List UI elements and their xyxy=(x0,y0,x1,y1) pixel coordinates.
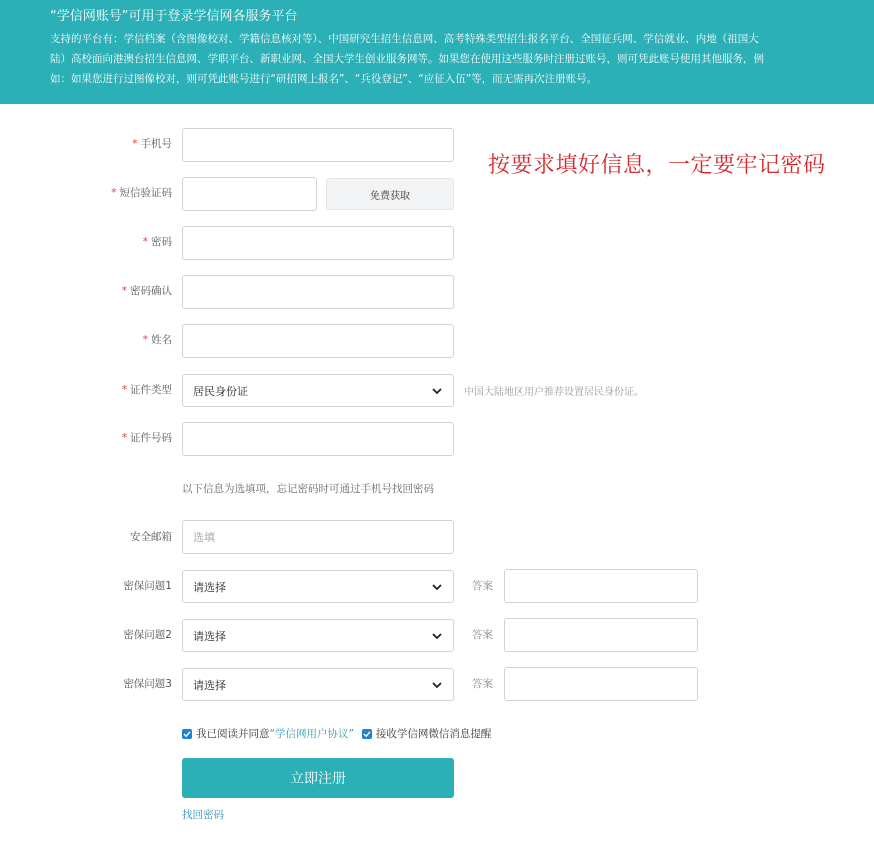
agree-checkbox[interactable] xyxy=(182,729,192,739)
agree-text: 我已阅读并同意 xyxy=(196,728,270,740)
register-button[interactable]: 立即注册 xyxy=(182,758,454,798)
question-2-value: 请选择 xyxy=(193,629,226,643)
security-question-1-label: 密保问题1 xyxy=(123,580,172,592)
id-number-label-text: 证件号码 xyxy=(130,432,172,444)
security-email-input[interactable] xyxy=(182,520,454,554)
answer-3-input[interactable] xyxy=(504,667,698,701)
security-question-3-select[interactable] xyxy=(182,668,454,701)
phone-label xyxy=(0,136,172,152)
password-label xyxy=(0,234,172,250)
password-confirm-label-text: 密码确认 xyxy=(130,285,172,297)
required-mark: * xyxy=(142,334,148,346)
answer-2-label: 答案 xyxy=(472,629,493,641)
wechat-reminder-text: 接收学信网微信消息提醒 xyxy=(375,728,492,740)
required-mark: * xyxy=(121,285,127,297)
security-question-2-label: 密保问题2 xyxy=(123,629,172,641)
email-placeholder: 选填 xyxy=(193,531,215,544)
sms-code-input[interactable] xyxy=(182,177,317,211)
wechat-checkbox[interactable] xyxy=(362,729,372,739)
banner-desc-line: 如：如果您进行过图像校对，则可凭此账号进行“研招网上报名”、“兵役登记”、“应征入伍”等，而无需再次注册账号。 xyxy=(50,73,598,85)
security-question-1-select[interactable] xyxy=(182,570,454,603)
get-sms-code-button[interactable]: 免费获取 xyxy=(326,178,454,210)
password-input[interactable] xyxy=(182,226,454,260)
id-type-hint: 中国大陆地区用户推荐设置居民身份证。 xyxy=(464,387,644,398)
id-type-label-text: 证件类型 xyxy=(130,384,172,396)
optional-info-note: 以下信息为选填项，忘记密码时可通过手机号找回密码 xyxy=(182,483,434,495)
chevron-down-icon xyxy=(431,679,443,691)
banner-title: “学信网账号”可用于登录学信网各服务平台 xyxy=(50,9,298,24)
question-1-value: 请选择 xyxy=(193,580,226,594)
question-3-value: 请选择 xyxy=(193,678,226,692)
security-question-2-select[interactable] xyxy=(182,619,454,652)
sms-code-label-text: 短信验证码 xyxy=(119,187,172,199)
password-confirm-label xyxy=(0,283,172,299)
phone-input[interactable] xyxy=(182,128,454,162)
required-mark: * xyxy=(111,187,117,199)
banner-desc-line: 陆）高校面向港澳台招生信息网、学职平台、新职业网、全国大学生创业服务网等。如果您在使用这些服务时注册过账号，则可凭此账号使用其他服务，例 xyxy=(50,53,764,65)
banner-desc-line: 支持的平台有：学信档案（含图像校对、学籍信息核对等）、中国研究生招生信息网、高考特殊类型招生报名平台、全国征兵网、学信就业、内地（祖国大 xyxy=(50,33,759,45)
answer-1-label: 答案 xyxy=(472,580,493,592)
security-question-3-label: 密保问题3 xyxy=(123,678,172,690)
id-type-label xyxy=(0,382,172,398)
name-label-text: 姓名 xyxy=(151,334,172,346)
answer-2-input[interactable] xyxy=(504,618,698,652)
name-label xyxy=(0,332,172,348)
email-label: 安全邮箱 xyxy=(130,531,172,543)
password-label-text: 密码 xyxy=(151,236,172,248)
id-type-select[interactable] xyxy=(182,374,454,407)
forgot-password-link[interactable]: 找回密码 xyxy=(182,809,224,821)
required-mark: * xyxy=(142,236,148,248)
name-input[interactable] xyxy=(182,324,454,358)
chevron-down-icon xyxy=(431,385,443,397)
phone-label-text: 手机号 xyxy=(140,138,172,150)
sms-code-label xyxy=(0,185,172,201)
info-banner xyxy=(0,0,874,104)
password-confirm-input[interactable] xyxy=(182,275,454,309)
check-icon xyxy=(183,730,191,738)
required-mark: * xyxy=(121,384,127,396)
answer-1-input[interactable] xyxy=(504,569,698,603)
chevron-down-icon xyxy=(431,581,443,593)
red-annotation: 按要求填好信息，一定要牢记密码 xyxy=(488,153,826,178)
required-mark: * xyxy=(121,432,127,444)
user-agreement-link[interactable]: “学信网用户协议” xyxy=(269,728,354,740)
banner-description xyxy=(50,29,850,89)
id-number-input[interactable] xyxy=(182,422,454,456)
check-icon xyxy=(363,730,371,738)
chevron-down-icon xyxy=(431,630,443,642)
answer-3-label: 答案 xyxy=(472,678,493,690)
id-number-label xyxy=(0,430,172,446)
id-type-value: 居民身份证 xyxy=(193,384,248,398)
required-mark: * xyxy=(132,138,138,150)
agreement-row xyxy=(182,726,491,741)
